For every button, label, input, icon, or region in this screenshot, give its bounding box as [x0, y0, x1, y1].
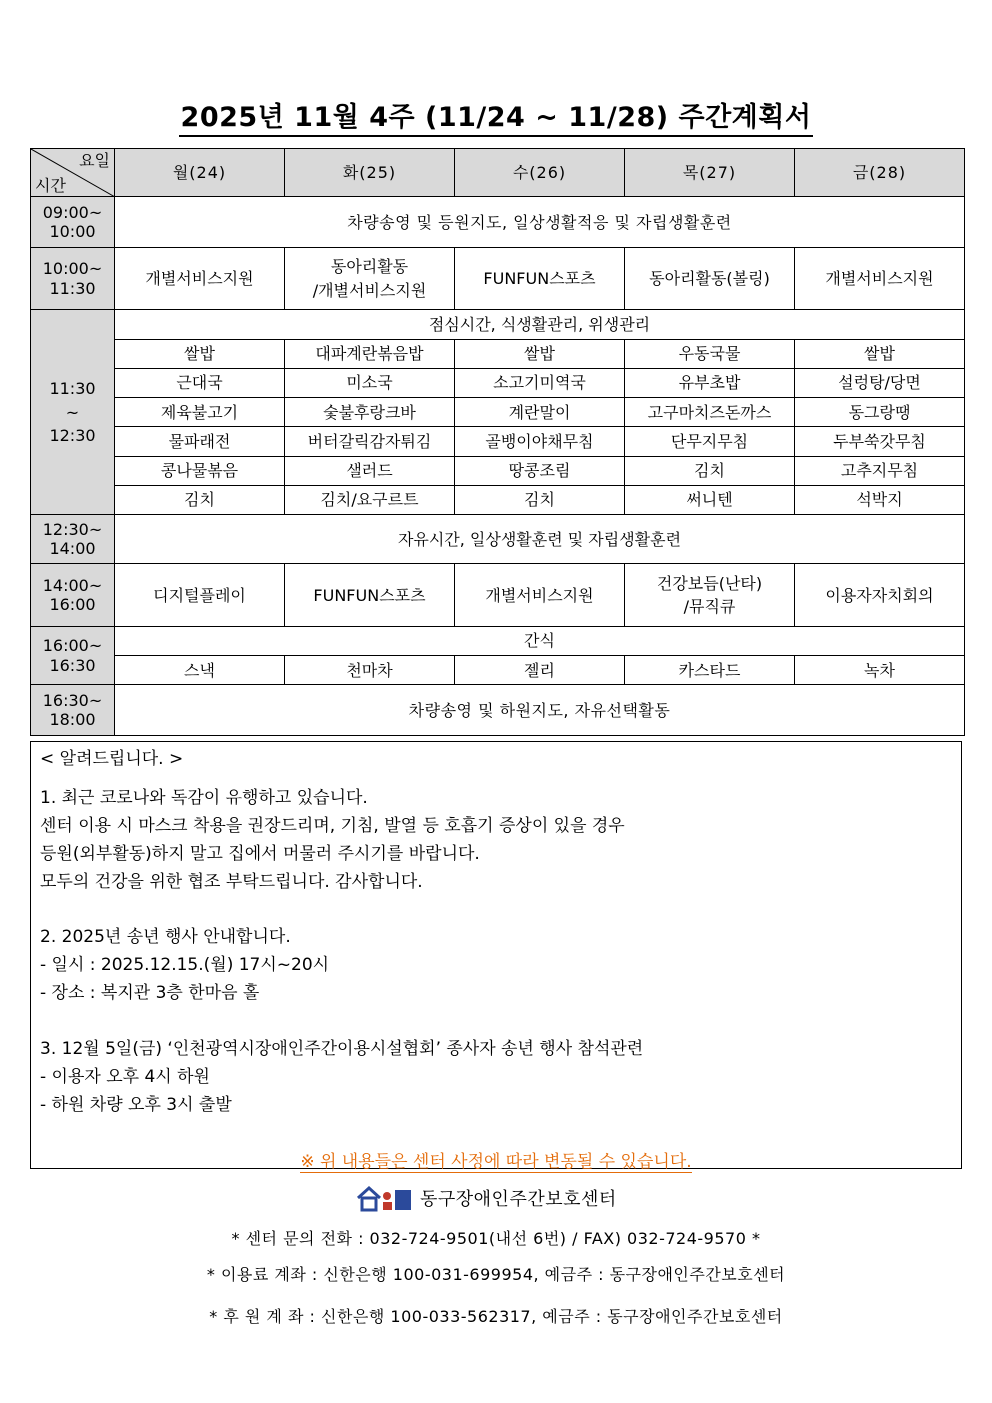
menu-item: 유부초밥	[625, 368, 795, 397]
time-cell: 16:00~ 16:30	[31, 626, 115, 684]
snack-item: 젤리	[455, 656, 625, 685]
menu-item: 소고기미역국	[455, 368, 625, 397]
menu-item: 제육불고기	[115, 398, 285, 427]
center-name: 동구장애인주간보호센터	[420, 1189, 617, 1210]
menu-item: 콩나물볶음	[115, 456, 285, 485]
menu-item: 쌀밥	[455, 339, 625, 368]
corner-cell	[31, 149, 115, 197]
snack-item: 스낵	[115, 656, 285, 685]
time-cell: 11:30 ~ 12:30	[31, 310, 115, 515]
notice-line: - 이용자 오후 4시 하원	[40, 1067, 210, 1087]
snack-item: 녹차	[795, 656, 965, 685]
menu-item: 고구마치즈돈까스	[625, 398, 795, 427]
menu-item: 두부쑥갓무침	[795, 427, 965, 456]
menu-item: 동그랑땡	[795, 398, 965, 427]
corner-time-label: 시간	[35, 176, 66, 196]
menu-item: 대파계란볶음밥	[285, 339, 455, 368]
time-cell: 12:30~ 14:00	[31, 515, 115, 564]
snack-header: 간식	[115, 626, 965, 655]
notice-line: 1. 최근 코로나와 독감이 유행하고 있습니다.	[40, 788, 368, 808]
menu-item: 근대국	[115, 368, 285, 397]
snack-item: 카스타드	[625, 656, 795, 685]
menu-item: 버터갈릭감자튀김	[285, 427, 455, 456]
activity-cell: 동아리활동 /개별서비스지원	[285, 247, 455, 310]
activity-cell: 차량송영 및 등원지도, 일상생활적응 및 자립생활훈련	[115, 197, 965, 247]
activity-cell: 개별서비스지원	[795, 247, 965, 310]
menu-item: 단무지무침	[625, 427, 795, 456]
corner-day-label: 요일	[79, 151, 110, 170]
menu-row	[31, 456, 965, 485]
notice-line: - 하원 차량 오후 3시 출발	[40, 1095, 232, 1115]
menu-item: 김치	[455, 485, 625, 514]
center-logo	[356, 1183, 617, 1213]
menu-item: 우동국물	[625, 339, 795, 368]
day-header: 목(27)	[625, 149, 795, 197]
notice-line: - 일시 : 2025.12.15.(월) 17시~20시	[40, 955, 330, 975]
activity-cell: 자유시간, 일상생활훈련 및 자립생활훈련	[115, 515, 965, 564]
day-header: 금(28)	[795, 149, 965, 197]
menu-item: 고추지무침	[795, 456, 965, 485]
footer-donation-account: * 후 원 계 좌 : 신한은행 100-033-562317, 예금주 : 동구장애인주간보호센터	[209, 1307, 783, 1326]
weekly-schedule-table	[30, 148, 965, 736]
notice-line: 모두의 건강을 위한 협조 부탁드립니다. 감사합니다.	[40, 872, 423, 892]
notice-line: 등원(외부활동)하지 말고 집에서 머물러 주시기를 바랍니다.	[40, 844, 480, 864]
day-header: 월(24)	[115, 149, 285, 197]
day-header: 화(25)	[285, 149, 455, 197]
menu-item: 숯불후랑크바	[285, 398, 455, 427]
table-row	[31, 515, 965, 564]
lunch-header: 점심시간, 식생활관리, 위생관리	[115, 310, 965, 339]
notice-heading: < 알려드립니다. >	[40, 749, 184, 769]
snack-header-row	[31, 626, 965, 655]
menu-item: 샐러드	[285, 456, 455, 485]
activity-cell: 건강보듬(난타) /뮤직큐	[625, 564, 795, 627]
menu-item: 미소국	[285, 368, 455, 397]
day-header: 수(26)	[455, 149, 625, 197]
menu-item: 골뱅이야채무침	[455, 427, 625, 456]
table-row	[31, 564, 965, 627]
time-cell: 14:00~ 16:00	[31, 564, 115, 627]
table-row	[31, 247, 965, 310]
notice-line: - 장소 : 복지관 3층 한마음 홀	[40, 983, 260, 1003]
menu-item: 물파래전	[115, 427, 285, 456]
notice-warning: ※ 위 내용들은 센터 사정에 따라 변동될 수 있습니다.	[300, 1152, 692, 1172]
table-header-row	[31, 149, 965, 197]
snack-row	[31, 656, 965, 685]
notice-line: 3. 12월 5일(금) ‘인천광역시장애인주간이용시설협회’ 종사자 송년 행사 참석관련	[40, 1039, 644, 1059]
menu-item: 석박지	[795, 485, 965, 514]
menu-item: 쌀밥	[115, 339, 285, 368]
table-row	[31, 197, 965, 247]
table-row	[31, 685, 965, 736]
snack-item: 천마차	[285, 656, 455, 685]
menu-item: 설렁탕/당면	[795, 368, 965, 397]
menu-row	[31, 398, 965, 427]
activity-cell: FUNFUN스포츠	[285, 564, 455, 627]
time-cell: 09:00~ 10:00	[31, 197, 115, 247]
menu-item: 계란말이	[455, 398, 625, 427]
menu-row	[31, 485, 965, 514]
activity-cell: 차량송영 및 하원지도, 자유선택활동	[115, 685, 965, 736]
time-cell: 16:30~ 18:00	[31, 685, 115, 736]
menu-row	[31, 368, 965, 397]
menu-row	[31, 427, 965, 456]
footer-contact: * 센터 문의 전화 : 032-724-9501(내선 6번) / FAX) 032-724-9570 *	[231, 1229, 761, 1248]
time-cell: 10:00~ 11:30	[31, 247, 115, 310]
house-logo-icon	[356, 1184, 414, 1212]
activity-cell: 개별서비스지원	[455, 564, 625, 627]
lunch-header-row	[31, 310, 965, 339]
notice-line: 센터 이용 시 마스크 착용을 권장드리며, 기침, 발열 등 호흡기 증상이 있을 경우	[40, 816, 625, 836]
notice-box	[30, 741, 962, 1172]
activity-cell: 개별서비스지원	[115, 247, 285, 310]
activity-cell: FUNFUN스포츠	[455, 247, 625, 310]
menu-item: 쌀밥	[795, 339, 965, 368]
menu-row	[31, 339, 965, 368]
menu-item: 김치	[625, 456, 795, 485]
activity-cell: 동아리활동(볼링)	[625, 247, 795, 310]
notice-line: 2. 2025년 송년 행사 안내합니다.	[40, 927, 291, 947]
page-title: 2025년 11월 4주 (11/24 ~ 11/28) 주간계획서	[0, 95, 992, 134]
activity-cell: 디지털플레이	[115, 564, 285, 627]
activity-cell: 이용자자치회의	[795, 564, 965, 627]
menu-item: 김치	[115, 485, 285, 514]
menu-item: 땅콩조림	[455, 456, 625, 485]
menu-item: 김치/요구르트	[285, 485, 455, 514]
menu-item: 써니텐	[625, 485, 795, 514]
footer-fee-account: * 이용료 계좌 : 신한은행 100-031-699954, 예금주 : 동구장애인주간보호센터	[206, 1265, 786, 1284]
